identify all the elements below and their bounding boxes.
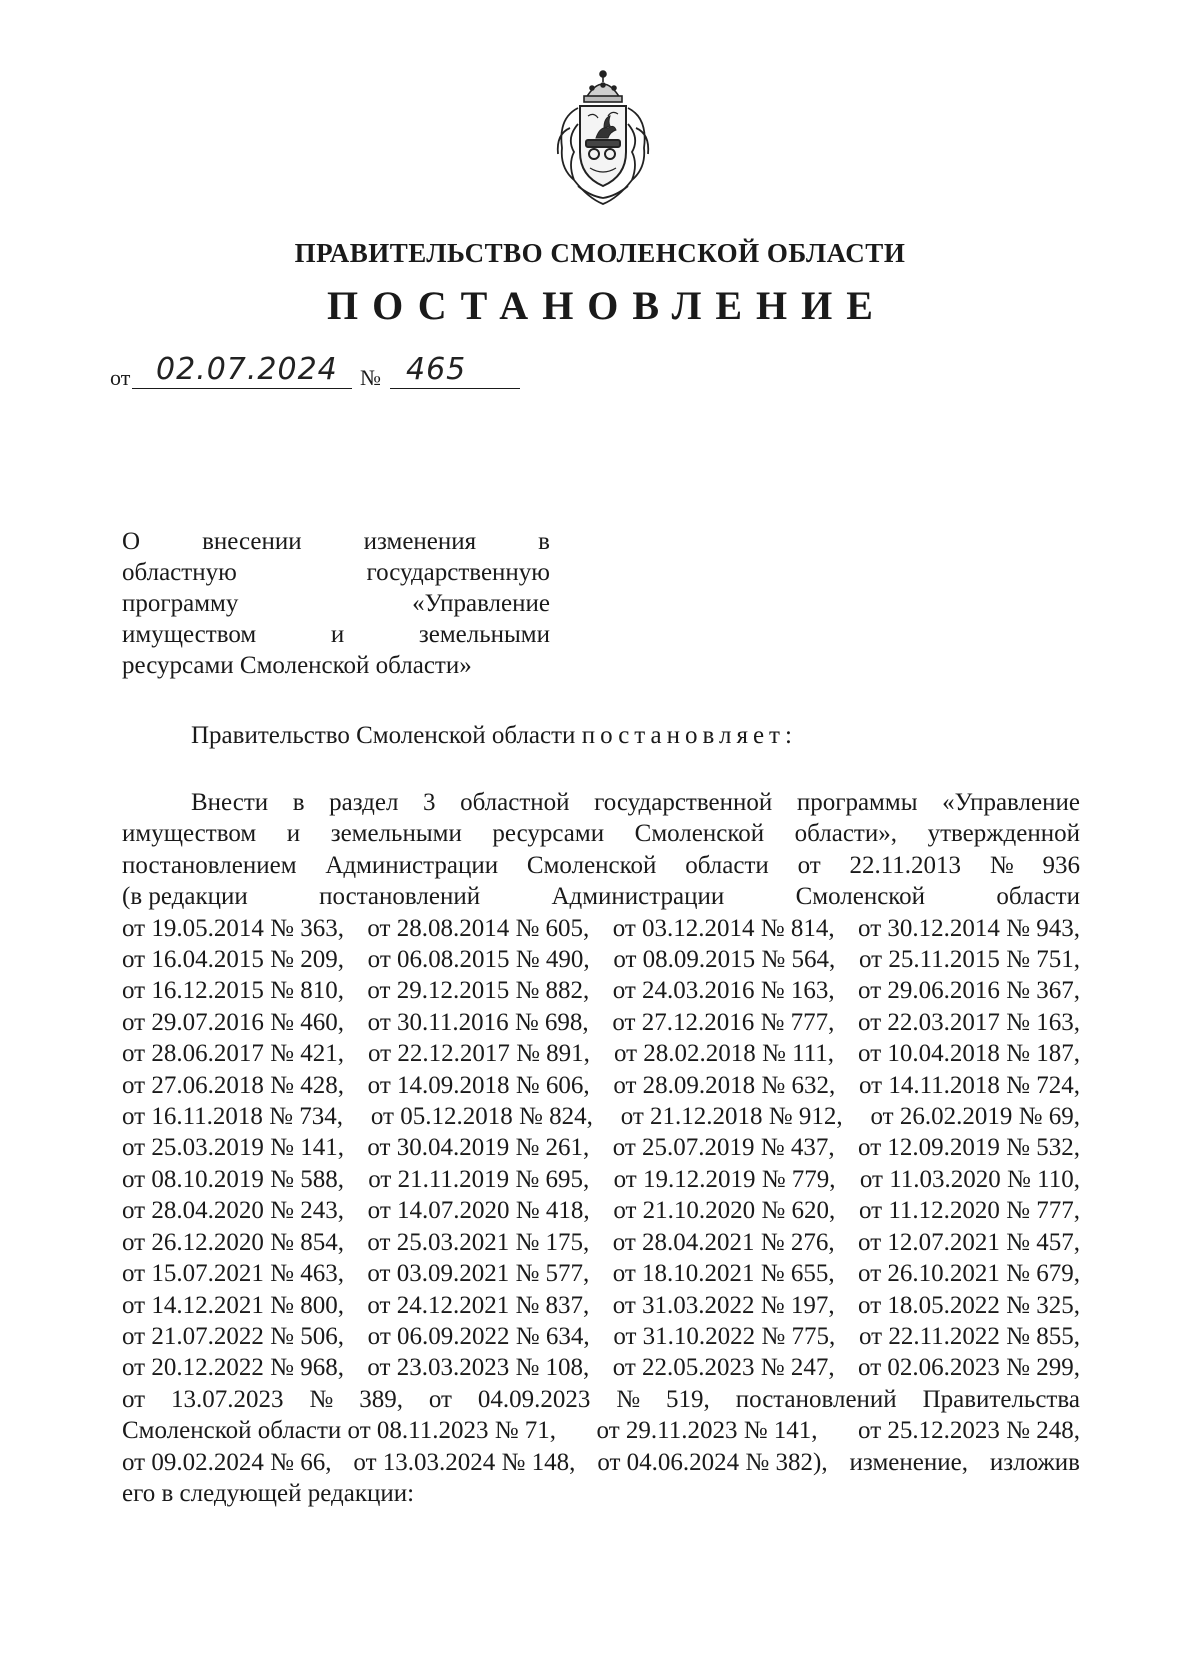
date-underline xyxy=(132,388,352,389)
body-word: от 15.07.2021 № 463, xyxy=(122,1260,344,1288)
body-line xyxy=(122,787,1080,818)
body-word: 13.07.2023 xyxy=(171,1385,284,1413)
number-underline xyxy=(390,388,520,389)
subject-word: программу xyxy=(122,590,239,617)
body-word: от 06.09.2022 № 634, xyxy=(367,1322,590,1350)
body-word: от 21.12.2018 № 912, xyxy=(620,1103,843,1131)
body-line xyxy=(122,818,1080,849)
body-word: области», xyxy=(794,820,897,848)
body-word: от 12.09.2019 № 532, xyxy=(858,1134,1080,1162)
body-word: от 25.07.2019 № 437, xyxy=(612,1134,835,1162)
body-word: от xyxy=(122,1385,146,1413)
resolution-body xyxy=(122,787,1080,1509)
body-word: от 25.12.2023 № 248, xyxy=(858,1417,1080,1445)
body-word: Смоленской xyxy=(634,820,765,848)
subject-line xyxy=(122,526,550,557)
body-word: от 16.04.2015 № 209, xyxy=(122,946,344,974)
body-line xyxy=(122,1101,1080,1132)
body-word: от 22.11.2022 № 855, xyxy=(858,1322,1080,1350)
body-word: Смоленской xyxy=(526,851,657,879)
body-word: от 14.09.2018 № 606, xyxy=(367,1071,590,1099)
body-word: от 16.11.2018 № 734, xyxy=(122,1103,344,1131)
body-word: постановлений xyxy=(319,883,481,911)
body-word: от 22.05.2023 № 247, xyxy=(612,1354,835,1382)
body-word: от 30.12.2014 № 943, xyxy=(858,914,1080,942)
body-line xyxy=(122,1227,1080,1258)
body-word: 389, xyxy=(359,1385,403,1413)
body-line xyxy=(122,1478,1080,1509)
body-word: областной xyxy=(460,789,570,816)
body-word: от 28.08.2014 № 605, xyxy=(367,914,590,942)
body-word: от 22.03.2017 № 163, xyxy=(858,1008,1080,1036)
subject-line xyxy=(122,588,550,619)
body-word: от xyxy=(797,851,821,879)
body-line xyxy=(122,975,1080,1006)
body-word: от 28.04.2021 № 276, xyxy=(612,1228,835,1256)
body-word: от 12.07.2021 № 457, xyxy=(858,1228,1080,1256)
body-line xyxy=(122,1447,1080,1478)
body-line xyxy=(122,1070,1080,1101)
body-word: от 20.12.2022 № 968, xyxy=(122,1354,344,1382)
body-line xyxy=(122,850,1080,881)
body-word: от 28.02.2018 № 111, xyxy=(613,1040,835,1068)
body-word: от 31.10.2022 № 775, xyxy=(613,1322,836,1350)
body-word: государственной xyxy=(594,789,773,816)
body-word: от 21.11.2019 № 695, xyxy=(368,1165,590,1193)
body-word: от 04.06.2024 № 382), xyxy=(597,1448,828,1476)
document-number: 465 xyxy=(406,352,467,387)
body-word: от 25.03.2021 № 175, xyxy=(367,1228,590,1256)
body-word: от 11.12.2020 № 777, xyxy=(858,1197,1080,1225)
body-word: области xyxy=(996,883,1080,911)
body-word: от 24.03.2016 № 163, xyxy=(612,977,835,1005)
coat-of-arms-icon xyxy=(548,68,658,208)
body-word: от 24.12.2021 № 837, xyxy=(367,1291,590,1319)
subject-word: в xyxy=(538,528,550,555)
body-line xyxy=(122,1352,1080,1383)
body-word: от 11.03.2020 № 110, xyxy=(859,1165,1080,1193)
body-word: от 23.03.2023 № 108, xyxy=(367,1354,590,1382)
body-word: и xyxy=(286,820,301,848)
date-label: от xyxy=(110,365,131,390)
body-word: Внести xyxy=(191,789,269,816)
body-word: изложив xyxy=(989,1448,1080,1476)
body-word: от 16.12.2015 № 810, xyxy=(122,977,344,1005)
preamble-action: постановляет: xyxy=(581,722,797,749)
body-word: от xyxy=(428,1385,452,1413)
body-word: от 29.11.2023 № 141, xyxy=(596,1417,818,1445)
document-subject xyxy=(122,526,550,681)
body-word: от 08.09.2015 № 564, xyxy=(613,946,836,974)
body-word: 519, xyxy=(666,1385,710,1413)
body-word: (в редакции xyxy=(122,883,248,911)
body-word: Администрации xyxy=(325,851,499,879)
body-word: от 14.12.2021 № 800, xyxy=(122,1291,344,1319)
body-word: от 27.12.2016 № 777, xyxy=(612,1008,835,1036)
body-word: от 29.07.2016 № 460, xyxy=(122,1008,344,1036)
body-word: от 26.02.2019 № 69, xyxy=(870,1103,1080,1131)
body-word: от 26.10.2021 № 679, xyxy=(858,1260,1080,1288)
subject-word: «Управление xyxy=(412,590,550,617)
body-line xyxy=(122,1384,1080,1415)
body-line xyxy=(122,1290,1080,1321)
body-word: от 14.11.2018 № 724, xyxy=(858,1071,1080,1099)
body-word: от 29.06.2016 № 367, xyxy=(858,977,1080,1005)
body-word: имуществом xyxy=(122,820,257,848)
body-word: № xyxy=(616,1385,641,1413)
body-word: от 30.11.2016 № 698, xyxy=(367,1008,589,1036)
body-line xyxy=(122,1007,1080,1038)
subject-word: имуществом xyxy=(122,621,257,648)
document-date: 02.07.2024 xyxy=(156,352,338,387)
body-word: от 28.09.2018 № 632, xyxy=(613,1071,836,1099)
body-word: Правительства xyxy=(922,1385,1080,1413)
body-word: земельными xyxy=(330,820,462,848)
body-word: от 05.12.2018 № 824, xyxy=(370,1103,593,1131)
document-type-title: ПОСТАНОВЛЕНИЕ xyxy=(327,283,887,328)
body-word: программы xyxy=(796,789,918,816)
body-word: от 18.05.2022 № 325, xyxy=(858,1291,1080,1319)
subject-word: земельными xyxy=(418,621,550,648)
body-word: от 03.12.2014 № 814, xyxy=(612,914,835,942)
body-word: от 29.12.2015 № 882, xyxy=(367,977,590,1005)
body-word: 3 xyxy=(423,789,436,816)
body-word: от 26.12.2020 № 854, xyxy=(122,1228,344,1256)
body-word: Смоленской xyxy=(795,883,926,911)
body-word: от 14.07.2020 № 418, xyxy=(367,1197,590,1225)
body-line xyxy=(122,913,1080,944)
body-word: от 25.03.2019 № 141, xyxy=(122,1134,344,1162)
body-word: от 02.06.2023 № 299, xyxy=(858,1354,1080,1382)
subject-word: областную xyxy=(122,559,237,586)
body-word: 22.11.2013 xyxy=(849,851,962,879)
body-word: от 27.06.2018 № 428, xyxy=(122,1071,344,1099)
subject-word: О xyxy=(122,528,141,555)
body-word: № xyxy=(989,851,1014,879)
body-word: от 09.02.2024 № 66, xyxy=(122,1448,332,1476)
body-word: от 21.10.2020 № 620, xyxy=(613,1197,836,1225)
subject-word: изменения xyxy=(363,528,477,555)
date-number-line xyxy=(110,352,530,395)
body-word: от 21.07.2022 № 506, xyxy=(122,1322,344,1350)
body-word: утвержденной xyxy=(927,820,1080,848)
body-word: области xyxy=(685,851,769,879)
subject-word: внесении xyxy=(202,528,302,555)
body-word: 936 xyxy=(1042,851,1080,879)
body-word: от 30.04.2019 № 261, xyxy=(367,1134,590,1162)
body-line xyxy=(122,1164,1080,1195)
body-line xyxy=(122,1258,1080,1289)
body-word: «Управление xyxy=(942,789,1080,816)
body-word: постановлений xyxy=(735,1385,897,1413)
body-line xyxy=(122,1132,1080,1163)
body-word: от 25.11.2015 № 751, xyxy=(858,946,1080,974)
body-word: от 10.04.2018 № 187, xyxy=(858,1040,1080,1068)
body-word: от 18.10.2021 № 655, xyxy=(612,1260,835,1288)
body-line xyxy=(122,1195,1080,1226)
subject-word: и xyxy=(330,621,345,648)
body-line xyxy=(122,1415,1080,1446)
body-word: Смоленской области от 08.11.2023 № 71, xyxy=(122,1417,557,1445)
subject-line xyxy=(122,557,550,588)
body-word: от 13.03.2024 № 148, xyxy=(353,1448,576,1476)
body-word: изменение, xyxy=(849,1448,968,1476)
subject-word: государственную xyxy=(366,559,550,586)
body-word: № xyxy=(309,1385,334,1413)
body-word: постановлением xyxy=(122,851,297,879)
body-line xyxy=(122,1038,1080,1069)
number-label: № xyxy=(360,365,381,390)
body-word: от 22.12.2017 № 891, xyxy=(367,1040,590,1068)
body-word: в xyxy=(292,789,305,816)
body-word: от 28.04.2020 № 243, xyxy=(122,1197,344,1225)
body-word: ресурсами xyxy=(492,820,605,848)
body-line xyxy=(122,944,1080,975)
subject-line xyxy=(122,650,550,681)
government-title: ПРАВИТЕЛЬСТВО СМОЛЕНСКОЙ ОБЛАСТИ xyxy=(294,238,906,268)
body-word: от 31.03.2022 № 197, xyxy=(612,1291,835,1319)
subject-line xyxy=(122,619,550,650)
body-word: от 28.06.2017 № 421, xyxy=(122,1040,344,1068)
body-word: 04.09.2023 xyxy=(477,1385,591,1413)
subject-word: ресурсами Смоленской области» xyxy=(122,652,472,679)
body-word: от 19.05.2014 № 363, xyxy=(122,914,344,942)
body-word: раздел xyxy=(329,789,399,816)
preamble xyxy=(191,722,797,750)
body-word: Администрации xyxy=(551,883,725,911)
body-word: от 19.12.2019 № 779, xyxy=(613,1165,836,1193)
body-word: от 03.09.2021 № 577, xyxy=(367,1260,590,1288)
body-word: от 08.10.2019 № 588, xyxy=(122,1165,344,1193)
body-line xyxy=(122,881,1080,912)
preamble-text: Правительство Смоленской области xyxy=(191,722,576,749)
body-line xyxy=(122,1321,1080,1352)
body-word: его в следующей редакции: xyxy=(122,1479,415,1507)
body-word: от 06.08.2015 № 490, xyxy=(367,946,590,974)
